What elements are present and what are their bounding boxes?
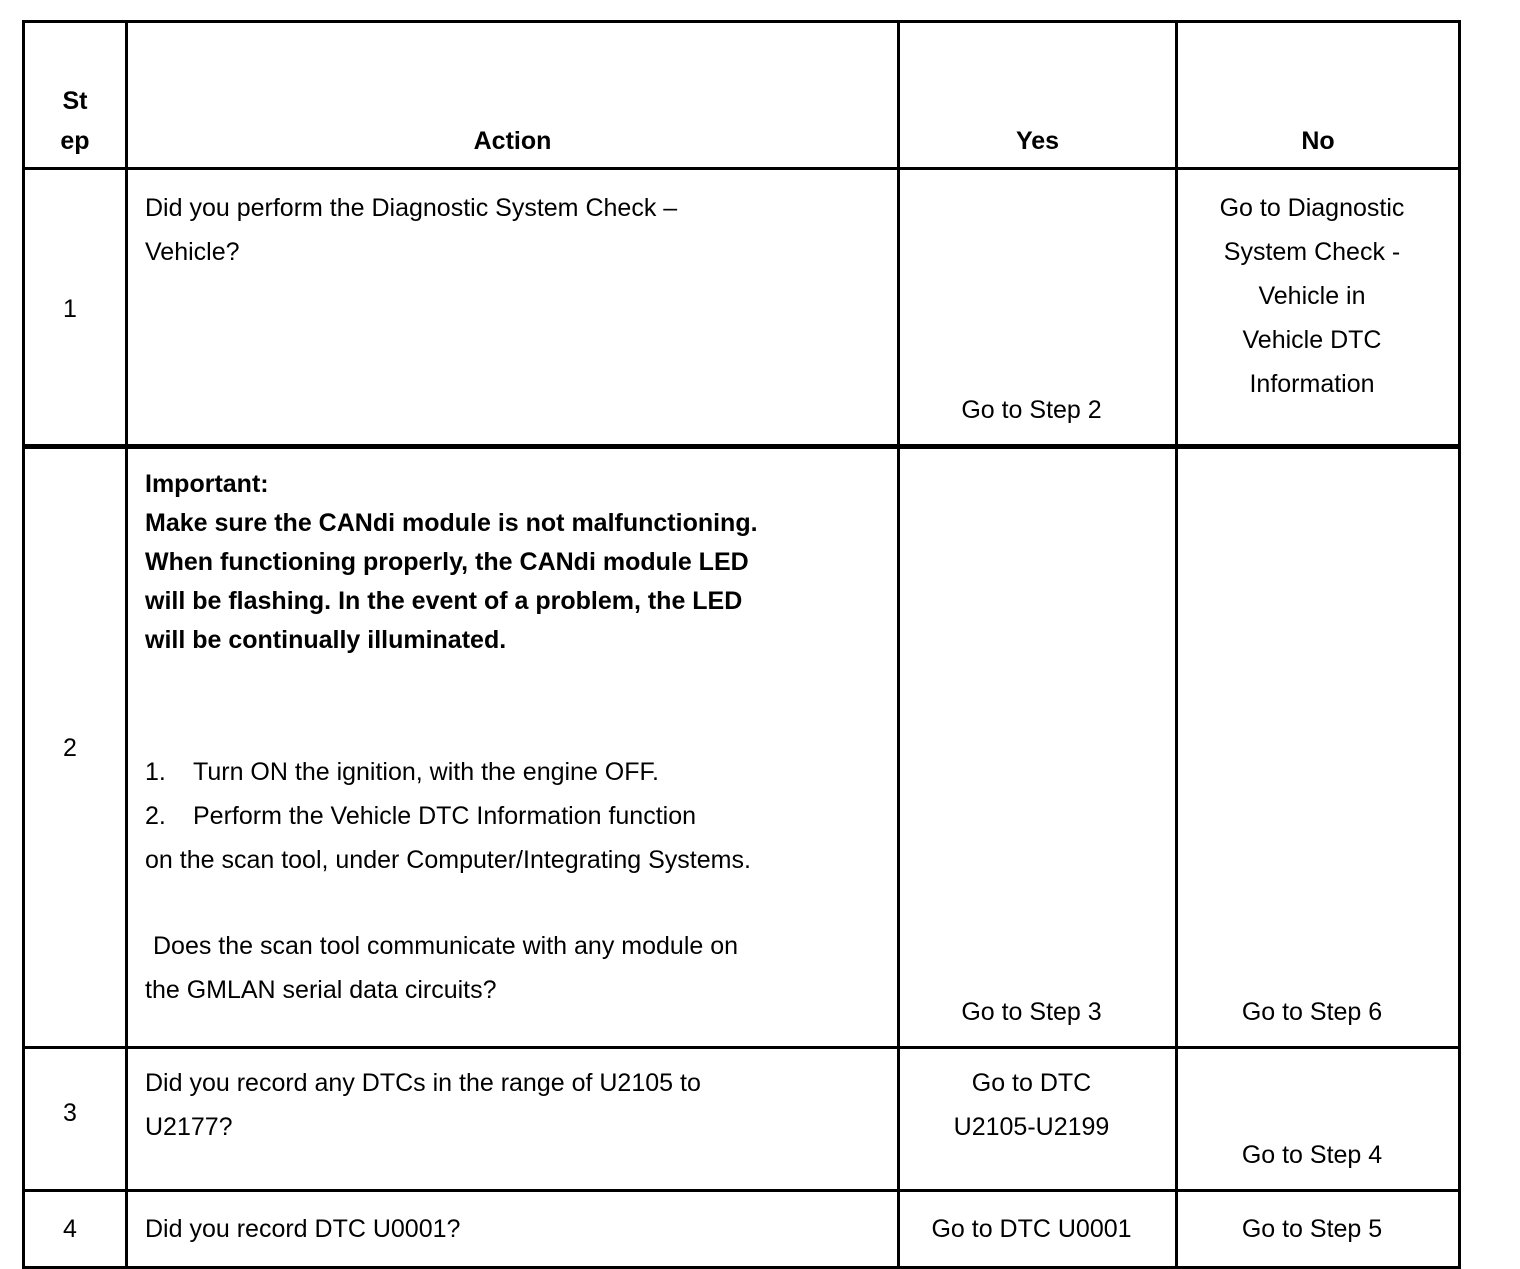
action-text-line: Vehicle?: [145, 238, 240, 266]
step-number: 2: [24, 447, 127, 1048]
table-row: [24, 1191, 1460, 1268]
list-item: [145, 794, 887, 838]
diagnostic-table: [22, 20, 1461, 1269]
question-line: Does the scan tool communicate with any module on: [153, 932, 739, 960]
header-step-line1: St: [62, 87, 88, 115]
action-cell: [127, 169, 899, 447]
no-cell: Go to Step 5: [1177, 1191, 1460, 1268]
no-cell: Go to Step 6: [1177, 447, 1460, 1048]
header-action: Action: [127, 22, 899, 169]
no-text-line: Vehicle in: [1258, 282, 1366, 310]
yes-cell: [899, 1048, 1177, 1191]
no-text-line: Information: [1249, 370, 1375, 398]
list-text: Perform the Vehicle DTC Information function: [193, 802, 697, 830]
yes-text-line: Go to DTC: [971, 1069, 1092, 1097]
no-text-line: System Check -: [1223, 238, 1401, 266]
list-text: Turn ON the ignition, with the engine OFF.: [193, 758, 659, 786]
no-cell: [1177, 169, 1460, 447]
action-text-line: Did you perform the Diagnostic System Check –: [145, 194, 678, 222]
list-number: 1.: [145, 758, 166, 786]
action-cell: [127, 1048, 899, 1191]
table-header-row: [24, 22, 1460, 169]
important-text-line: Make sure the CANdi module is not malfunctioning.: [145, 509, 758, 537]
action-cell: Did you record DTC U0001?: [127, 1191, 899, 1268]
step-number: 1: [24, 169, 127, 447]
important-label: Important:: [145, 470, 269, 498]
table-row: [24, 169, 1460, 447]
header-step: [24, 22, 127, 169]
header-no: No: [1177, 22, 1460, 169]
header-step-line2: ep: [60, 127, 90, 155]
yes-text-line: U2105-U2199: [953, 1113, 1110, 1141]
important-text-line: will be continually illuminated.: [145, 626, 507, 654]
no-text-line: Vehicle DTC: [1242, 326, 1382, 354]
yes-cell: Go to DTC U0001: [899, 1191, 1177, 1268]
no-cell: Go to Step 4: [1177, 1048, 1460, 1191]
action-cell: [127, 447, 899, 1048]
table-row: [24, 447, 1460, 1048]
yes-cell: Go to Step 2: [899, 169, 1177, 447]
action-text-line: Did you record any DTCs in the range of U2105 to: [145, 1069, 701, 1097]
header-yes: Yes: [899, 22, 1177, 169]
yes-cell: Go to Step 3: [899, 447, 1177, 1048]
list-item: [145, 750, 887, 794]
list-continuation: on the scan tool, under Computer/Integrating Systems.: [145, 846, 751, 874]
question-line: the GMLAN serial data circuits?: [145, 976, 497, 1004]
action-text-line: U2177?: [145, 1113, 233, 1141]
step-number: 4: [24, 1191, 127, 1268]
important-text-line: When functioning properly, the CANdi module LED: [145, 548, 749, 576]
no-text-line: Go to Diagnostic: [1219, 194, 1405, 222]
step-number: 3: [24, 1048, 127, 1191]
list-number: 2.: [145, 802, 166, 830]
table-row: [24, 1048, 1460, 1191]
important-text-line: will be flashing. In the event of a problem, the LED: [145, 587, 743, 615]
